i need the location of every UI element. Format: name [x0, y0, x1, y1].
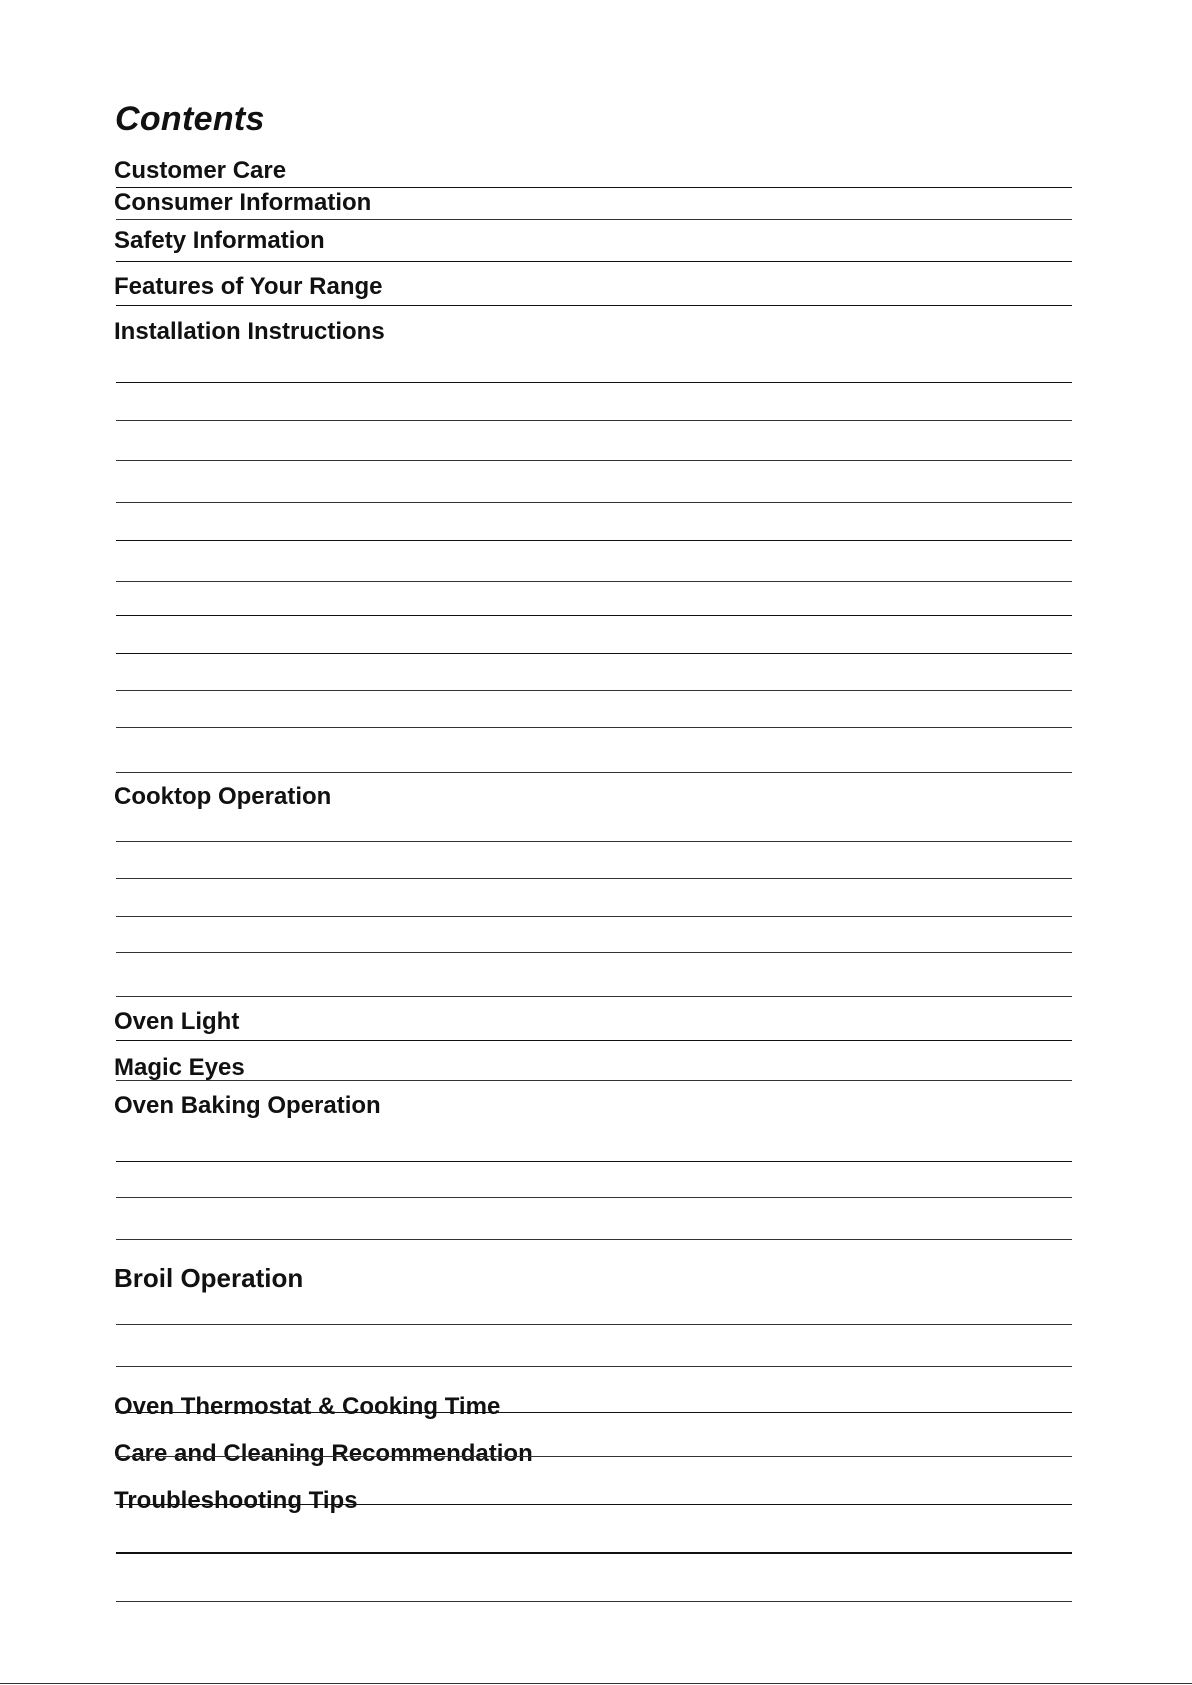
- divider-rule: [116, 996, 1072, 997]
- divider-rule: [116, 1412, 1072, 1413]
- toc-entry-oven-baking-operation: Oven Baking Operation: [114, 1092, 381, 1119]
- page-bottom-rule: [0, 1683, 1192, 1684]
- divider-rule: [116, 1239, 1072, 1240]
- toc-entry-troubleshooting-tips: Troubleshooting Tips: [114, 1487, 358, 1514]
- divider-rule: [116, 772, 1072, 773]
- divider-rule: [116, 952, 1072, 953]
- divider-rule: [116, 219, 1072, 220]
- divider-rule: [116, 460, 1072, 461]
- divider-rule: [116, 420, 1072, 421]
- divider-rule: [116, 1080, 1072, 1081]
- toc-entry-installation-instructions: Installation Instructions: [114, 318, 385, 345]
- toc-entry-magic-eyes: Magic Eyes: [114, 1054, 245, 1081]
- divider-rule: [116, 502, 1072, 503]
- toc-entry-oven-light: Oven Light: [114, 1008, 240, 1035]
- divider-rule: [116, 187, 1072, 188]
- divider-rule: [116, 727, 1072, 728]
- divider-rule: [116, 878, 1072, 879]
- divider-rule: [116, 1456, 1072, 1457]
- divider-rule: [116, 1161, 1072, 1162]
- divider-rule: [116, 916, 1072, 917]
- divider-rule: [116, 1197, 1072, 1198]
- toc-entry-consumer-information: Consumer Information: [114, 189, 372, 216]
- divider-rule: [116, 615, 1072, 616]
- divider-rule: [116, 540, 1072, 541]
- page-title: Contents: [115, 100, 265, 138]
- toc-entry-oven-thermostat-cooking-time: Oven Thermostat & Cooking Time: [114, 1393, 501, 1420]
- toc-entry-customer-care: Customer Care: [114, 157, 287, 184]
- divider-rule: [116, 653, 1072, 654]
- toc-entry-safety-information: Safety Information: [114, 227, 325, 254]
- divider-rule: [116, 382, 1072, 383]
- divider-rule: [116, 1504, 1072, 1505]
- toc-entry-cooktop-operation: Cooktop Operation: [114, 783, 332, 810]
- divider-rule: [116, 1366, 1072, 1367]
- divider-rule: [116, 1324, 1072, 1325]
- divider-rule: [116, 261, 1072, 262]
- divider-rule: [116, 581, 1072, 582]
- toc-entry-features-of-your-range: Features of Your Range: [114, 273, 383, 300]
- divider-rule: [116, 1552, 1072, 1554]
- toc-entry-care-and-cleaning: Care and Cleaning Recommendation: [114, 1440, 533, 1467]
- divider-rule: [116, 305, 1072, 306]
- divider-rule: [116, 1040, 1072, 1041]
- divider-rule: [116, 690, 1072, 691]
- divider-rule: [116, 1601, 1072, 1602]
- toc-entry-broil-operation: Broil Operation: [114, 1263, 304, 1293]
- divider-rule: [116, 841, 1072, 842]
